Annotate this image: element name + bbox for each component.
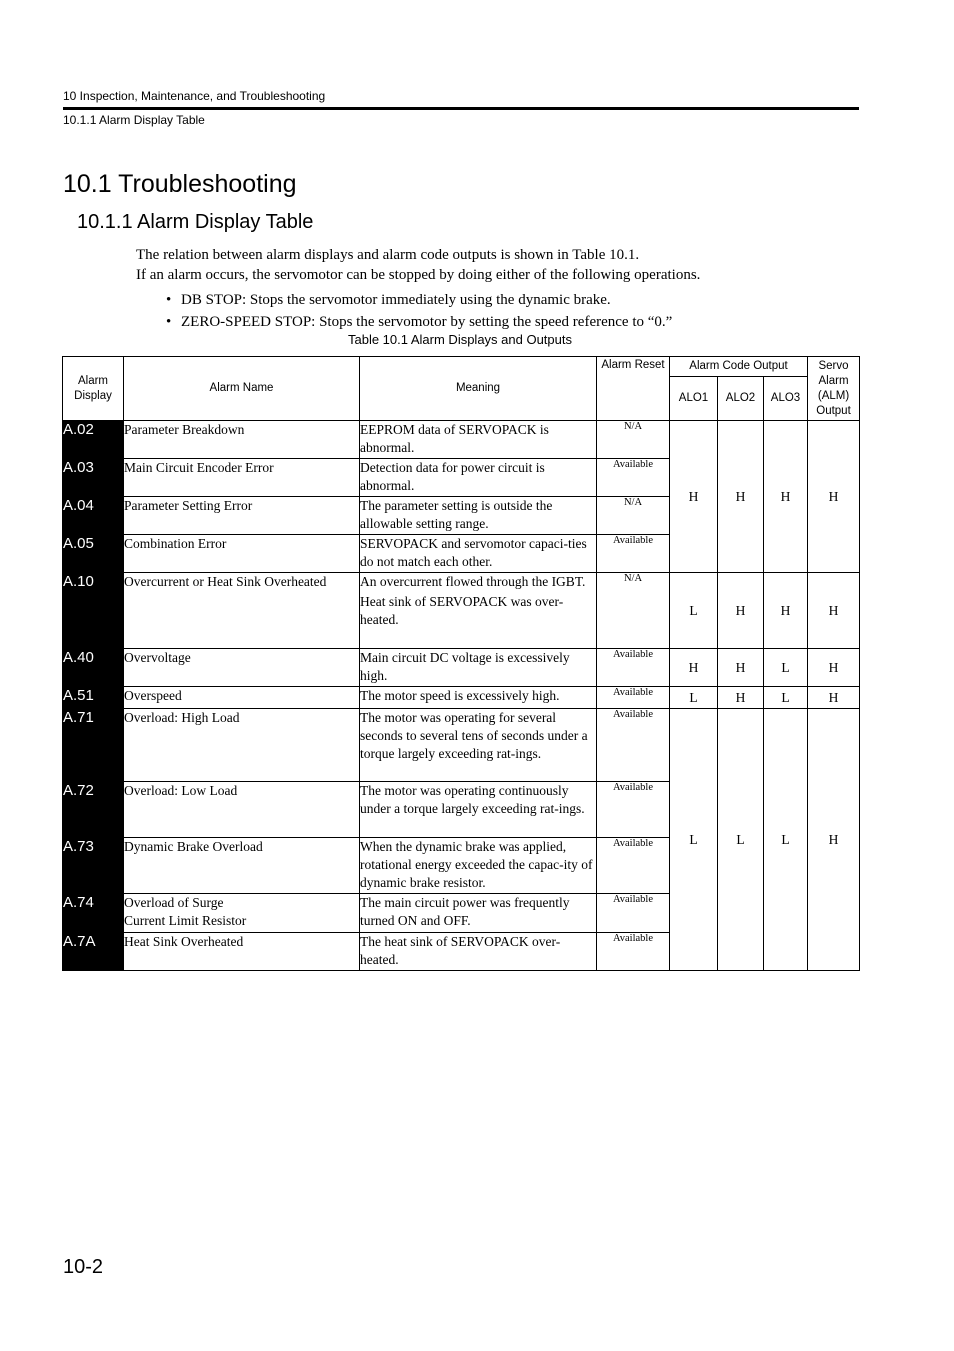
alarm-name: Overvoltage	[124, 649, 360, 687]
page-number: 10-2	[63, 1256, 104, 1278]
alo3-value: L	[764, 649, 808, 687]
alarm-meaning: Main circuit DC voltage is excessively high.	[360, 649, 597, 687]
table-caption: Table 10.1 Alarm Displays and Outputs	[347, 332, 572, 347]
subsection-heading: 10.1.1 Alarm Display Table	[77, 211, 314, 233]
alarm-name: Combination Error	[124, 535, 360, 573]
stop-method-list	[166, 289, 672, 333]
alarm-reset: Available	[597, 933, 670, 971]
alarm-code: A.40	[63, 649, 124, 687]
alarm-meaning	[360, 573, 597, 649]
alm-output-value: H	[808, 709, 860, 971]
header-alo1: ALO1	[670, 377, 718, 421]
alarm-reset: Available	[597, 535, 670, 573]
header-alo2: ALO2	[718, 377, 764, 421]
alarm-code: A.51	[63, 687, 124, 709]
alarm-name: Overload: High Load	[124, 709, 360, 782]
alarm-code: A.03	[63, 459, 124, 497]
name-line: Current Limit Resistor	[124, 913, 247, 928]
alo3-value: H	[764, 421, 808, 573]
header-alarm-display: Alarm Display	[63, 357, 124, 421]
alarm-code: A.02	[63, 421, 124, 459]
alo1-value: L	[670, 573, 718, 649]
alarm-code: A.71	[63, 709, 124, 782]
alarm-reset: Available	[597, 687, 670, 709]
alarm-reset: Available	[597, 709, 670, 782]
alarm-meaning: The motor was operating continuously under a torque largely exceeding rat-ings.	[360, 782, 597, 838]
alm-output-value: H	[808, 649, 860, 687]
alarm-reset: Available	[597, 649, 670, 687]
alo2-value: H	[718, 649, 764, 687]
running-header-section: 10.1.1 Alarm Display Table	[63, 113, 205, 127]
alarm-code: A.05	[63, 535, 124, 573]
alarm-display-table	[62, 356, 860, 971]
running-header-chapter: 10 Inspection, Maintenance, and Troubleshooting	[63, 89, 326, 103]
alm-output-value: H	[808, 687, 860, 709]
header-rule	[63, 107, 859, 110]
alarm-meaning: The parameter setting is outside the allowable setting range.	[360, 497, 597, 535]
alo2-value: H	[718, 573, 764, 649]
alarm-reset: Available	[597, 894, 670, 933]
alarm-reset: Available	[597, 459, 670, 497]
alo1-value: L	[670, 687, 718, 709]
alarm-meaning: Detection data for power circuit is abnormal.	[360, 459, 597, 497]
alo2-value: H	[718, 687, 764, 709]
alarm-meaning: When the dynamic brake was applied, rotational energy exceeded the capac-ity of dynamic brake resistor.	[360, 838, 597, 894]
alarm-reset: Available	[597, 782, 670, 838]
alo2-value: L	[718, 709, 764, 971]
alarm-name: Overcurrent or Heat Sink Overheated	[124, 573, 360, 649]
alarm-name: Parameter Setting Error	[124, 497, 360, 535]
alo1-value: H	[670, 649, 718, 687]
bullet-text: DB STOP: Stops the servomotor immediately using the dynamic brake.	[181, 292, 611, 308]
meaning-line: An overcurrent flowed through the IGBT.	[360, 574, 586, 589]
alarm-code: A.72	[63, 782, 124, 838]
alarm-meaning: SERVOPACK and servomotor capaci-ties do not match each other.	[360, 535, 597, 573]
alo1-value: H	[670, 421, 718, 573]
section-heading: 10.1 Troubleshooting	[63, 170, 297, 198]
intro-paragraph	[136, 245, 700, 285]
alarm-meaning: The motor was operating for several seconds to several tens of seconds under a torque largely exceeding rat-ings.	[360, 709, 597, 782]
alarm-name: Heat Sink Overheated	[124, 933, 360, 971]
bullet-item	[166, 289, 672, 311]
header-meaning: Meaning	[360, 357, 597, 421]
header-alarm-reset: Alarm Reset	[597, 357, 670, 421]
alarm-name: Overspeed	[124, 687, 360, 709]
alarm-name: Dynamic Brake Overload	[124, 838, 360, 894]
alarm-name: Main Circuit Encoder Error	[124, 459, 360, 497]
header-alarm-code-output: Alarm Code Output	[670, 357, 808, 377]
bullet-item	[166, 311, 672, 333]
alm-output-value: H	[808, 421, 860, 573]
alarm-code: A.73	[63, 838, 124, 894]
alo1-value: L	[670, 709, 718, 971]
header-servo-alarm-output: Servo Alarm (ALM) Output	[808, 357, 860, 421]
alarm-meaning: The main circuit power was frequently turned ON and OFF.	[360, 894, 597, 933]
alarm-name: Parameter Breakdown	[124, 421, 360, 459]
alarm-meaning: The motor speed is excessively high.	[360, 687, 597, 709]
alarm-reset: N/A	[597, 421, 670, 459]
header-alarm-name: Alarm Name	[124, 357, 360, 421]
alo2-value: H	[718, 421, 764, 573]
alarm-code: A.04	[63, 497, 124, 535]
alarm-reset: N/A	[597, 497, 670, 535]
alarm-reset: Available	[597, 838, 670, 894]
alo3-value: L	[764, 709, 808, 971]
intro-line: The relation between alarm displays and alarm code outputs is shown in Table 10.1.	[136, 247, 640, 263]
alm-output-value: H	[808, 573, 860, 649]
alarm-reset: N/A	[597, 573, 670, 649]
alarm-code: A.74	[63, 894, 124, 933]
name-line: Overload of Surge	[124, 895, 224, 910]
alarm-meaning: EEPROM data of SERVOPACK is abnormal.	[360, 421, 597, 459]
alarm-name	[124, 894, 360, 933]
intro-line: If an alarm occurs, the servomotor can be stopped by doing either of the following operations.	[136, 267, 701, 283]
alo3-value: H	[764, 573, 808, 649]
alarm-code: A.10	[63, 573, 124, 649]
alo3-value: L	[764, 687, 808, 709]
bullet-text: ZERO-SPEED STOP: Stops the servomotor by setting the speed reference to “0.”	[181, 314, 673, 330]
alarm-meaning: The heat sink of SERVOPACK over-heated.	[360, 933, 597, 971]
alarm-name: Overload: Low Load	[124, 782, 360, 838]
header-alo3: ALO3	[764, 377, 808, 421]
alarm-code: A.7A	[63, 933, 124, 971]
meaning-line: Heat sink of SERVOPACK was over-heated.	[360, 594, 564, 627]
